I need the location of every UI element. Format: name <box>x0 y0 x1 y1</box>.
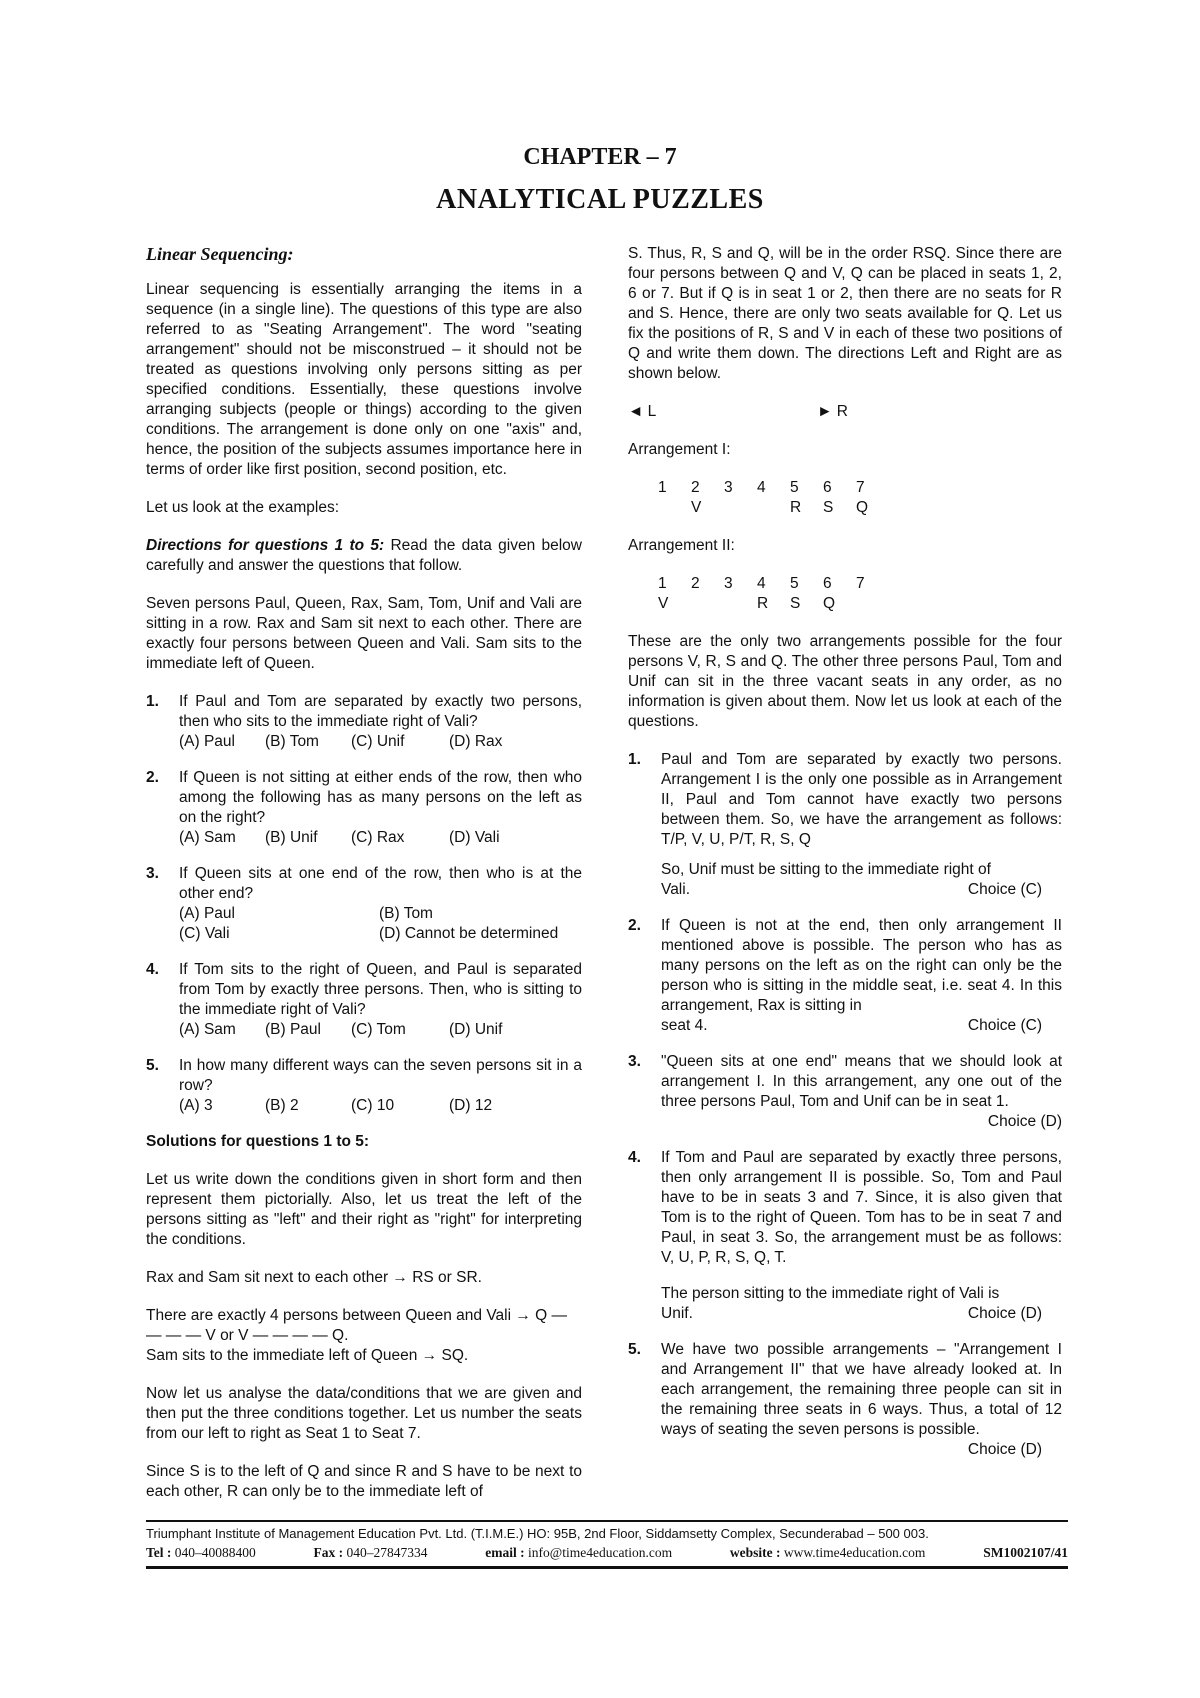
answer-text: If Tom and Paul are separated by exactly three persons, then only arrangement II is possible. So, Tom and Paul have to be in seats 3 and 7. Since, it is also given that Tom is to the right of Queen. Tom has to be in seat 7 and Paul, in seat 3. So, the arrangement must be as follows: V, U, P, R, S, Q, T. <box>661 1149 1062 1266</box>
question-options <box>179 828 582 848</box>
footer-rule <box>146 1566 1068 1569</box>
answer-text: We have two possible arrangements – "Arrangement I and Arrangement II" that we have already looked at. In each arrangement, the remaining three people can sit in the remaining three seats in 6 ways. Thus, a total of 12 ways of seating the seven persons is possible. <box>661 1341 1062 1438</box>
question-text: In how many different ways can the seven persons sit in a row? <box>179 1057 582 1094</box>
option: (A) Paul <box>179 733 235 750</box>
answer-number: 3. <box>628 1053 641 1070</box>
answer-choice: Choice (D) <box>967 1305 1042 1322</box>
answer-number: 2. <box>628 917 641 934</box>
seat-person <box>757 498 790 518</box>
question-options <box>179 732 582 752</box>
seat-number: 6 <box>823 479 832 496</box>
answer-choice-line <box>661 1304 1062 1324</box>
footer-email: email : info@time4education.com <box>485 1545 673 1560</box>
seat-number: 5 <box>790 479 799 496</box>
direction-arrows <box>628 402 848 422</box>
question-options <box>179 924 582 944</box>
seat-person: Q <box>823 595 836 612</box>
seat-number: 7 <box>856 479 865 496</box>
right-arrow-icon: ► R <box>817 403 848 420</box>
seat-number: 1 <box>658 479 667 496</box>
question-options <box>179 1096 582 1116</box>
footer-code: SM1002107/41 <box>983 1545 1068 1560</box>
intro-paragraph: Linear sequencing is essentially arranging the items in a sequence (in a single line). The questions of this type are also referred to as "Seating Arrangement". The word "seating arrangement" should not be misconstrued – it should not be treated as questions involving only persons sitting as per specified conditions. Essentially, these questions involve arranging subjects (people or things) according to the given conditions. The arrangement is done only on one "axis" and, hence, the position of the subjects assumes importance here in terms of order like first position, second position, etc. <box>146 281 582 478</box>
solution-paragraph: Let us write down the conditions given in short form and then represent them pictorially. Also, let us treat the left of the persons sitting as "left" and their right as "right" for interpreting the conditions. <box>146 1171 582 1248</box>
seat-number: 2 <box>691 479 700 496</box>
solution-paragraph: Now let us analyse the data/conditions that we are given and then put the three conditions together. Let us number the seats from our left to right as Seat 1 to Seat 7. <box>146 1385 582 1442</box>
option: (B) Paul <box>265 1021 321 1038</box>
passage-paragraph: Seven persons Paul, Queen, Rax, Sam, Tom, Unif and Vali are sitting in a row. Rax and Sam sit next to each other. There are exactly four persons between Queen and Vali. Sam sits to the immediate left of Queen. <box>146 595 582 672</box>
footer-tel: Tel : 040–40088400 <box>146 1545 256 1560</box>
option: (D) 12 <box>449 1097 493 1114</box>
option: (B) Unif <box>265 829 318 846</box>
seat-number: 4 <box>757 479 766 496</box>
arrangement-grid <box>658 478 1062 518</box>
arrangement-label: Arrangement I: <box>628 441 731 458</box>
seat-number: 3 <box>724 575 733 592</box>
answer-number: 4. <box>628 1149 641 1166</box>
seat-person: V <box>691 499 702 516</box>
seat-person <box>658 498 691 518</box>
directions-text: Read the data given below carefully and answer the questions that follow. <box>146 537 582 574</box>
arrangement-label: Arrangement II: <box>628 537 735 554</box>
question-text: If Tom sits to the right of Queen, and Paul is separated from Tom by exactly three persons. Then, who is sitting to the immediate right of Vali? <box>179 961 582 1018</box>
footer-rule <box>146 1520 1068 1522</box>
left-arrow-icon: ◄ L <box>628 403 657 420</box>
question-number: 4. <box>146 961 159 978</box>
answer-choice: Choice (D) <box>967 1441 1042 1458</box>
answer-choice: Choice (C) <box>967 1017 1042 1034</box>
answer-choice: Choice (C) <box>967 881 1042 898</box>
question-number: 5. <box>146 1057 159 1074</box>
answer-tail: Unif. <box>661 1305 693 1322</box>
option: (A) Paul <box>179 905 235 922</box>
solution-line: Sam sits to the immediate left of Queen → SQ. <box>146 1347 469 1364</box>
answer-text: So, Unif must be sitting to the immediate right of <box>661 861 991 878</box>
seat-person: R <box>757 595 769 612</box>
chapter-heading: CHAPTER – 7 <box>523 144 677 170</box>
question-number: 1. <box>146 693 159 710</box>
answer-choice: Choice (D) <box>987 1113 1062 1130</box>
answer-item <box>628 1148 1062 1324</box>
question-item <box>146 864 582 944</box>
question-item <box>146 768 582 848</box>
page-footer <box>146 1520 1068 1569</box>
answer-number: 1. <box>628 751 641 768</box>
question-number: 3. <box>146 865 159 882</box>
arrangement-summary: These are the only two arrangements possible for the four persons V, R, S and Q. The other three persons Paul, Tom and Unif can sit in the three vacant seats in any order, as no information is given about them. Now let us look at each of the questions. <box>628 633 1062 730</box>
option: (C) Vali <box>179 925 230 942</box>
question-number: 2. <box>146 769 159 786</box>
seat-person: Q <box>856 499 869 516</box>
option: (C) Tom <box>351 1021 406 1038</box>
seat-person: S <box>790 595 801 612</box>
answer-text: The person sitting to the immediate right of Vali is <box>661 1285 1000 1302</box>
seat-person: R <box>790 499 802 516</box>
option: (B) 2 <box>265 1097 299 1114</box>
seat-number: 3 <box>724 479 733 496</box>
seat-person <box>691 594 724 614</box>
answer-item <box>628 1340 1062 1460</box>
option: (C) Unif <box>351 733 405 750</box>
arrangement-grid <box>658 574 1062 614</box>
seat-number: 6 <box>823 575 832 592</box>
solution-paragraph: Since S is to the left of Q and since R and S have to be next to each other, R can only be to the immediate left of <box>146 1463 582 1500</box>
option: (A) Sam <box>179 1021 236 1038</box>
solution-paragraph: Rax and Sam sit next to each other → RS or SR. <box>146 1269 482 1286</box>
footer-fax: Fax : 040–27847334 <box>313 1545 428 1560</box>
option: (D) Vali <box>449 829 500 846</box>
answer-item <box>628 750 1062 900</box>
answer-choice-line <box>661 880 1062 900</box>
directions-label: Directions for questions 1 to 5: <box>146 537 385 554</box>
answer-tail: Vali. <box>661 881 691 898</box>
option: (A) 3 <box>179 1097 213 1114</box>
chapter-title: ANALYTICAL PUZZLES <box>436 184 764 215</box>
section-subheading: Linear Sequencing: <box>146 244 294 264</box>
footer-website: website : www.time4education.com <box>729 1545 926 1560</box>
continuation-paragraph: S. Thus, R, S and Q, will be in the order RSQ. Since there are four persons between Q and V, Q can be placed in seats 1, 2, 6 or 7. But if Q is in seat 1 or 2, then there are no seats for R and S. Hence, there are only two seats available for Q. Let us fix the positions of R, S and V in each of these two positions of Q and write them down. The directions Left and Right are as shown below. <box>628 245 1062 382</box>
right-column <box>628 244 1062 1476</box>
footer-contacts <box>146 1543 1068 1563</box>
seat-person <box>724 594 757 614</box>
seat-person <box>856 594 889 614</box>
answer-tail: seat 4. <box>661 1017 708 1034</box>
seat-person: V <box>658 595 669 612</box>
option: (D) Unif <box>449 1021 503 1038</box>
option: (B) Tom <box>379 905 433 922</box>
footer-address: Triumphant Institute of Management Education Pvt. Ltd. (T.I.M.E.) HO: 95B, 2nd Floor, Siddamsetty Complex, Secunderabad – 500 003. <box>146 1526 929 1541</box>
question-text: If Queen is not sitting at either ends of the row, then who among the following has as many persons on the left as on the right? <box>179 769 582 826</box>
directions-paragraph <box>146 536 582 576</box>
question-item <box>146 960 582 1040</box>
seat-number: 1 <box>658 575 667 592</box>
solution-block <box>146 1306 582 1366</box>
left-column <box>146 244 582 1520</box>
answer-choice-line <box>661 1016 1062 1036</box>
option: (C) Rax <box>351 829 405 846</box>
option: (D) Cannot be determined <box>379 925 559 942</box>
question-text: If Queen sits at one end of the row, then who is at the other end? <box>179 865 582 902</box>
seat-person: S <box>823 499 834 516</box>
answer-item <box>628 916 1062 1036</box>
seat-person <box>724 498 757 518</box>
question-options <box>179 904 582 924</box>
question-text: If Paul and Tom are separated by exactly two persons, then who sits to the immediate right of Vali? <box>179 693 582 730</box>
solution-line: There are exactly 4 persons between Queen and Vali → Q — — — — V or V — — — — Q. <box>146 1307 568 1344</box>
seat-number: 5 <box>790 575 799 592</box>
option: (A) Sam <box>179 829 236 846</box>
option: (B) Tom <box>265 733 319 750</box>
option: (D) Rax <box>449 733 503 750</box>
answer-text: "Queen sits at one end" means that we should look at arrangement I. In this arrangement, any one out of the three persons Paul, Tom and Unif can be in seat 1. <box>661 1053 1062 1110</box>
answer-number: 5. <box>628 1341 641 1358</box>
answer-item <box>628 1052 1062 1132</box>
question-item <box>146 1056 582 1116</box>
seat-number: 2 <box>691 575 700 592</box>
question-options <box>179 1020 582 1040</box>
answer-text: If Queen is not at the end, then only arrangement II mentioned above is possible. The person who has as many persons on the left as on the right can only be the person who is sitting in the middle seat, i.e. seat 4. In this arrangement, Rax is sitting in <box>661 917 1062 1014</box>
seat-number: 4 <box>757 575 766 592</box>
solutions-heading: Solutions for questions 1 to 5: <box>146 1133 370 1150</box>
question-item <box>146 692 582 752</box>
answer-text: Paul and Tom are separated by exactly two persons. Arrangement I is the only one possible as in Arrangement II, Paul and Tom cannot have exactly two persons between them. So, we have the arrangement as follows: T/P, V, U, P/T, R, S, Q <box>661 751 1062 848</box>
examples-line: Let us look at the examples: <box>146 499 340 516</box>
option: (C) 10 <box>351 1097 395 1114</box>
seat-number: 7 <box>856 575 865 592</box>
